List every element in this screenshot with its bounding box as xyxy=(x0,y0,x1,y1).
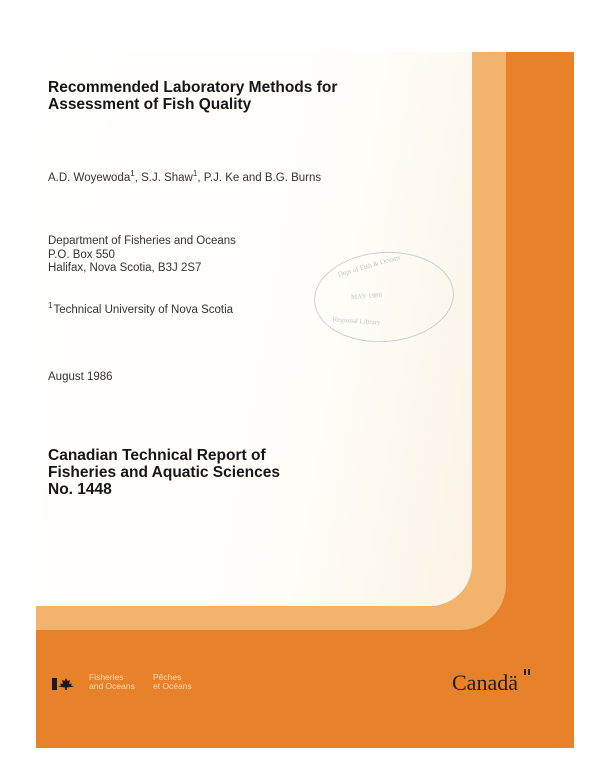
address-line-1: Department of Fisheries and Oceans xyxy=(48,235,236,247)
department-address xyxy=(48,235,236,276)
title-line-2: Assessment of Fish Quality xyxy=(48,96,252,113)
dept-fr-line-1: Pêches xyxy=(153,672,182,682)
author-note-mark: 1 xyxy=(192,169,198,178)
author-woyewoda: A.D. Woyewoda xyxy=(48,171,131,184)
series-line-2: Fisheries and Aquatic Sciences xyxy=(48,464,281,481)
publication-date: August 1986 xyxy=(48,371,113,383)
dept-en-line-2: and Oceans xyxy=(89,681,135,691)
report-title xyxy=(48,79,337,113)
dept-fr-line-2: et Océans xyxy=(153,681,192,691)
report-series xyxy=(48,447,280,498)
report-cover xyxy=(36,52,574,748)
canada-flag-icon xyxy=(52,677,78,691)
canada-wordmark: Canadä xyxy=(452,670,518,695)
wordmark-flag-icon xyxy=(524,669,530,675)
stamp-date-text: MAY 1986 xyxy=(350,291,383,302)
series-number: No. 1448 xyxy=(48,481,112,498)
stamp-top-text: Dept of Fish & Oceans xyxy=(336,253,402,279)
address-line-3: Halifax, Nova Scotia, B3J 2S7 xyxy=(48,262,202,274)
author-shaw: S.J. Shaw xyxy=(141,171,193,184)
affiliation-mark: 1 xyxy=(48,301,53,310)
author-others: P.J. Ke and B.G. Burns xyxy=(203,171,322,184)
author-list: A.D. Woyewoda$^1$, S.J. Shaw$^1$, P.J. Ke and B.G. Burns xyxy=(48,169,322,184)
affiliation-text: Technical University of Nova Scotia xyxy=(53,303,234,316)
department-name-english xyxy=(89,673,135,691)
address-line-2: P.O. Box 550 xyxy=(48,248,115,261)
stamp-bottom-text: Regional Library xyxy=(332,315,381,327)
affiliation-note xyxy=(48,301,233,316)
author-note-mark: 1 xyxy=(130,169,135,178)
title-line-1: Recommended Laboratory Methods for xyxy=(48,79,338,96)
department-name-french xyxy=(153,673,192,691)
dept-en-line-1: Fisheries xyxy=(89,672,124,682)
series-line-1: Canadian Technical Report of xyxy=(48,447,266,464)
